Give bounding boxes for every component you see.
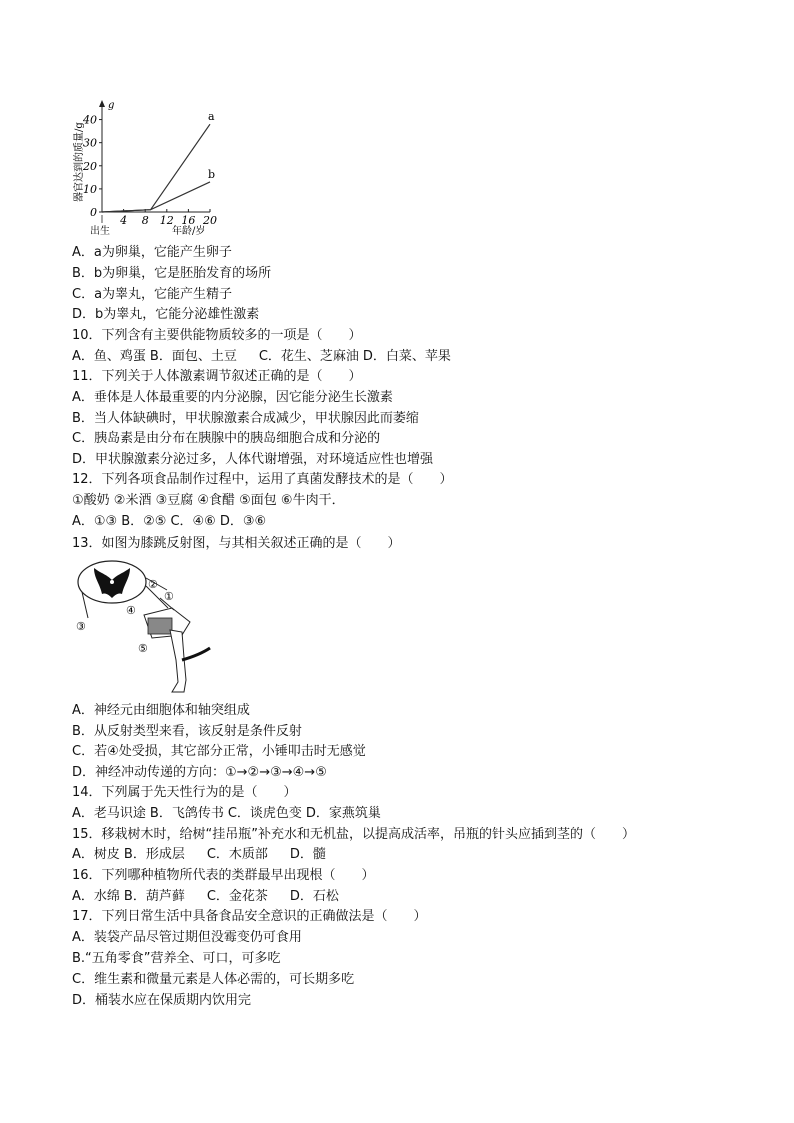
- q15-option-b: B．形成层: [123, 847, 185, 862]
- y-tick-label: 40: [83, 113, 97, 127]
- q16-option-c: C．金花茶: [206, 889, 268, 904]
- q13-option-d: D．神经冲动传递的方向：①→②→③→④→⑤: [72, 765, 327, 780]
- q11-option-c: C．胰岛素是由分布在胰腺中的胰岛细胞合成和分泌的: [72, 431, 381, 446]
- origin-label: 出生: [90, 226, 110, 237]
- q14-option-c: C．谈虎色变: [227, 806, 302, 821]
- q15-stem: 15．移栽树木时，给树“挂吊瓶”补充水和无机盐，以提高成活率，吊瓶的针头应插到茎的（ ）: [72, 827, 636, 842]
- q12-option-c: C．④⑥: [170, 514, 216, 529]
- y-tick-label: 0: [90, 206, 97, 219]
- q16-options: [72, 887, 339, 907]
- chart-xlabel: 年龄/岁: [172, 226, 206, 237]
- chart-ylabel: 器官达到的质量/g: [74, 122, 85, 202]
- q12-options: [72, 512, 266, 532]
- figure-label-2: ②: [148, 578, 158, 591]
- q15-option-a: A．树皮: [72, 847, 120, 862]
- q17-option-c: C．维生素和微量元素是人体必需的，可长期多吃: [72, 972, 355, 987]
- series-line-b: [102, 182, 210, 212]
- q13-option-b: B．从反射类型来看，该反射是条件反射: [72, 724, 302, 739]
- q9-option-b: B．b为卵巢，它是胚胎发育的场所: [72, 266, 272, 281]
- q13-stem: 13．如图为膝跳反射图，与其相关叙述正确的是（ ）: [72, 536, 401, 551]
- q11-option-a: A．垂体是人体最重要的内分泌腺，因它能分泌生长激素: [72, 390, 393, 405]
- figure-label-5: ⑤: [138, 642, 148, 655]
- x-tick-label: 20: [203, 214, 217, 227]
- q14-option-a: A．老马识途: [72, 806, 146, 821]
- q15-options: [72, 845, 326, 865]
- q12-stem: 12．下列各项食品制作过程中，运用了真菌发酵技术的是（ ）: [72, 472, 453, 487]
- q10-option-d: D．白菜、苹果: [362, 349, 451, 364]
- organ-mass-chart: [68, 98, 218, 238]
- q10-option-c: C．花生、芝麻油: [258, 349, 359, 364]
- q10-stem: 10．下列含有主要供能物质较多的一项是（ ）: [72, 328, 362, 343]
- x-tick-label: 16: [181, 214, 196, 227]
- q17-option-a: A．装袋产品尽管过期但没霉变仍可食用: [72, 930, 302, 945]
- y-tick-label: 10: [83, 182, 97, 196]
- q15-option-c: C．木质部: [206, 847, 268, 862]
- y-axis-arrow: [99, 100, 105, 107]
- y-tick-label: 20: [83, 159, 97, 173]
- leg-drawing: [144, 598, 210, 692]
- q14-option-b: B．飞鸽传书: [149, 806, 224, 821]
- q14-stem: 14．下列属于先天性行为的是（ ）: [72, 785, 297, 800]
- q9-option-a: A．a为卵巢，它能产生卵子: [72, 245, 232, 260]
- q15-option-d: D．髓: [289, 847, 326, 862]
- q10-option-b: B．面包、土豆: [149, 349, 237, 364]
- q12-items: ①酸奶 ②米酒 ③豆腐 ④食醋 ⑤面包 ⑥牛肉干．: [72, 493, 345, 508]
- q12-option-b: B．②⑤: [121, 514, 167, 529]
- knee-reflex-figure: [72, 560, 212, 695]
- y-tick-label: 30: [83, 136, 97, 150]
- q16-option-d: D．石松: [289, 889, 339, 904]
- q9-option-d: D．b为睾丸，它能分泌雄性激素: [72, 307, 260, 322]
- q11-option-d: D．甲状腺激素分泌过多，人体代谢增强，对环境适应性也增强: [72, 452, 434, 467]
- q17-option-b: B.“五角零食”营养全、可口，可多吃: [72, 951, 281, 966]
- figure-label-4: ④: [126, 604, 136, 617]
- q12-option-a: A．①③: [72, 514, 118, 529]
- q14-options: [72, 804, 381, 824]
- figure-label-1: ①: [164, 590, 174, 603]
- q16-stem: 16．下列哪种植物所代表的类群最早出现根（ ）: [72, 868, 375, 883]
- q12-option-d: D．③⑥: [219, 514, 267, 529]
- q11-stem: 11．下列关于人体激素调节叙述正确的是（ ）: [72, 369, 362, 384]
- q11-option-b: B．当人体缺碘时，甲状腺激素合成减少，甲状腺因此而萎缩: [72, 411, 419, 426]
- x-tick-label: 4: [120, 214, 128, 227]
- series-label-a: a: [208, 110, 215, 124]
- series-line-a: [102, 124, 210, 212]
- q10-option-a: A．鱼、鸡蛋: [72, 349, 146, 364]
- q9-option-c: C．a为睾丸，它能产生精子: [72, 287, 233, 302]
- q16-option-b: B．葫芦藓: [123, 889, 185, 904]
- q17-option-d: D．桶装水应在保质期内饮用完: [72, 993, 252, 1008]
- q10-options: [72, 347, 451, 367]
- q13-option-a: A．神经元由细胞体和轴突组成: [72, 703, 250, 718]
- x-tick-label: 12: [159, 214, 174, 227]
- figure-label-3: ③: [76, 620, 86, 633]
- q13-option-c: C．若④处受损，其它部分正常，小锤叩击时无感觉: [72, 744, 366, 759]
- q17-stem: 17．下列日常生活中具备食品安全意识的正确做法是（ ）: [72, 909, 427, 924]
- q14-option-d: D．家燕筑巢: [305, 806, 381, 821]
- q16-option-a: A．水绵: [72, 889, 120, 904]
- x-tick-label: 8: [141, 214, 149, 227]
- series-label-b: b: [208, 167, 216, 181]
- chart-unit: g: [108, 100, 115, 111]
